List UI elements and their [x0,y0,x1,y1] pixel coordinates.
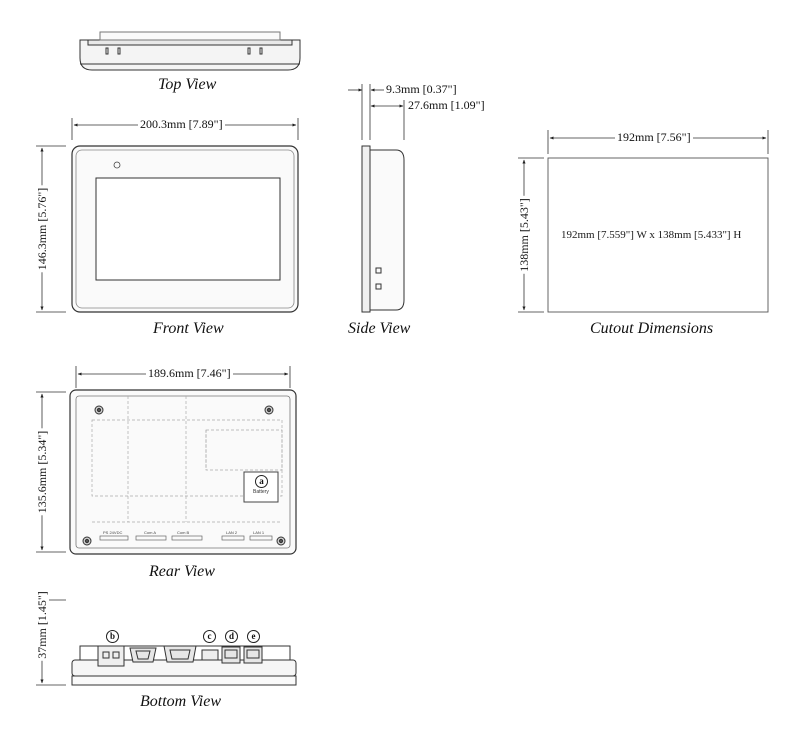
battery-label: Battery [253,489,269,495]
side-view-caption: Side View [348,320,411,337]
side-view-drawing [362,146,404,312]
cutout-note: 192mm [7.559"] W x 138mm [5.433"] H [561,229,742,241]
top-view-drawing [80,32,300,70]
callout-a: a [255,475,268,488]
front-height-label: 146.3mm [5.76"] [35,187,49,271]
cutout-caption: Cutout Dimensions [590,320,714,337]
rear-view-caption: Rear View [149,563,215,580]
side-depth-label: 27.6mm [1.09"] [408,98,485,112]
cutout-height-label: 138mm [5.43"] [517,198,531,272]
lan-2-label: LAN 2 [226,530,238,535]
front-view-caption: Front View [153,320,224,337]
front-width-label: 200.3mm [7.89"] [140,117,223,131]
bottom-view-drawing [72,646,296,685]
top-view-caption: Top View [158,76,217,93]
com-b-label: Com B [177,530,190,535]
callout-d: d [225,630,238,643]
lan-1-label: LAN 1 [253,530,265,535]
power-port-label: PS 24VDC [103,530,123,535]
callout-b: b [106,630,119,643]
com-a-label: Com A [144,530,157,535]
bottom-view-caption: Bottom View [140,693,222,710]
side-bezel-label: 9.3mm [0.37"] [386,82,457,96]
rear-height-label: 135.6mm [5.34"] [35,430,49,514]
callout-c: c [203,630,216,643]
rear-width-label: 189.6mm [7.46"] [148,366,231,380]
cutout-width-label: 192mm [7.56"] [617,130,691,144]
callout-e: e [247,630,260,643]
front-view-drawing [72,146,298,312]
bottom-height-label: 37mm [1.45"] [35,591,49,659]
